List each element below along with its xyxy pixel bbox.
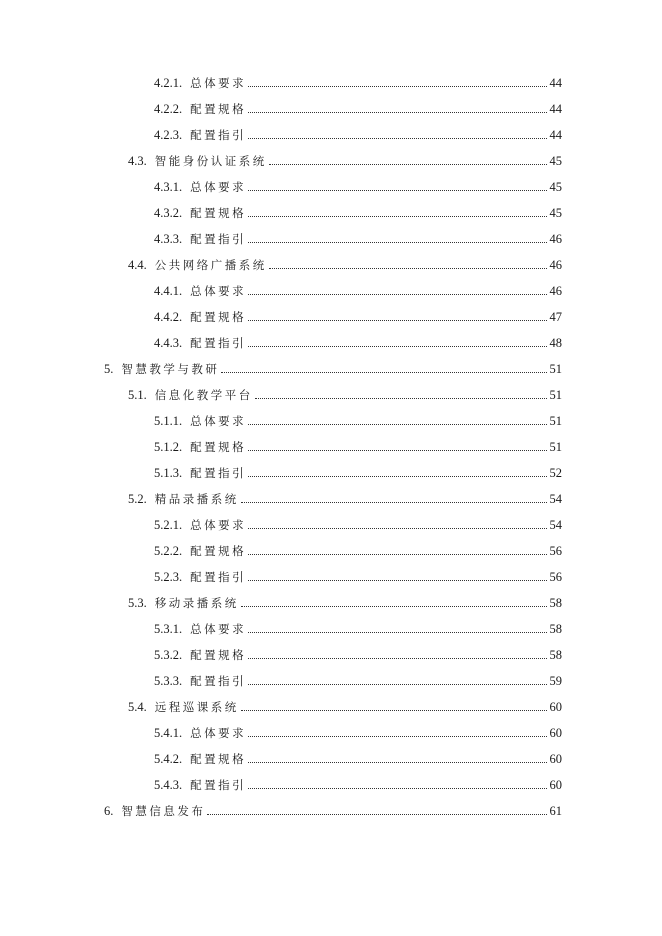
toc-page-number: 58	[549, 648, 562, 662]
toc-section-title: 精品录播系统	[154, 492, 239, 506]
toc-section-number: 5.2.2.	[154, 544, 183, 558]
toc-entry[interactable]	[154, 619, 562, 639]
toc-entry[interactable]	[128, 489, 562, 509]
toc-section-number: 5.1.3.	[154, 466, 183, 480]
toc-dot-leader	[248, 293, 546, 295]
toc-section-number: 5.4.2.	[154, 752, 183, 766]
toc-section-number: 5.3.2.	[154, 648, 183, 662]
toc-section-title: 配置规格	[190, 648, 247, 662]
toc-dot-leader	[248, 449, 546, 451]
toc-page-number: 59	[549, 674, 562, 688]
toc-entry[interactable]	[154, 645, 562, 665]
toc-section-number: 5.1.2.	[154, 440, 183, 454]
toc-section-number: 5.	[104, 362, 114, 376]
toc-entry[interactable]	[154, 567, 562, 587]
toc-dot-leader	[248, 137, 546, 139]
toc-page-number: 46	[549, 232, 562, 246]
toc-section-number: 4.3.	[128, 154, 147, 168]
toc-dot-leader	[248, 735, 546, 737]
toc-entry[interactable]	[154, 541, 562, 561]
toc-section-title: 总体要求	[190, 518, 247, 532]
toc-dot-leader	[207, 813, 546, 815]
toc-entry[interactable]	[154, 515, 562, 535]
toc-page-number: 45	[549, 206, 562, 220]
toc-section-title: 总体要求	[190, 414, 247, 428]
toc-section-number: 4.3.3.	[154, 232, 183, 246]
toc-entry[interactable]	[128, 593, 562, 613]
toc-dot-leader	[248, 423, 546, 425]
toc-section-number: 5.2.3.	[154, 570, 183, 584]
toc-page-number: 58	[549, 622, 562, 636]
toc-entry[interactable]	[154, 203, 562, 223]
toc-dot-leader	[248, 189, 546, 191]
toc-entry[interactable]	[128, 151, 562, 171]
toc-section-number: 5.4.	[128, 700, 147, 714]
toc-page-number: 54	[549, 492, 562, 506]
toc-section-title: 信息化教学平台	[154, 388, 253, 402]
toc-section-title: 总体要求	[190, 180, 247, 194]
toc-section-number: 5.3.1.	[154, 622, 183, 636]
toc-entry[interactable]	[128, 385, 562, 405]
toc-dot-leader	[248, 85, 546, 87]
toc-section-number: 4.4.	[128, 258, 147, 272]
toc-dot-leader	[241, 605, 547, 607]
toc-entry[interactable]	[154, 333, 562, 353]
toc-dot-leader	[248, 475, 546, 477]
toc-dot-leader	[248, 241, 546, 243]
toc-entry[interactable]	[104, 801, 562, 821]
toc-dot-leader	[248, 215, 546, 217]
toc-section-number: 4.3.2.	[154, 206, 183, 220]
toc-section-number: 5.3.	[128, 596, 147, 610]
toc-section-number: 5.2.	[128, 492, 147, 506]
toc-page-number: 52	[549, 466, 562, 480]
toc-section-number: 5.4.1.	[154, 726, 183, 740]
toc-entry[interactable]	[154, 671, 562, 691]
toc-section-number: 5.2.1.	[154, 518, 183, 532]
toc-entry[interactable]	[154, 229, 562, 249]
toc-entry[interactable]	[154, 177, 562, 197]
toc-section-number: 5.3.3.	[154, 674, 183, 688]
toc-page-number: 51	[549, 388, 562, 402]
toc-dot-leader	[248, 579, 546, 581]
toc-entry[interactable]	[128, 697, 562, 717]
toc-entry[interactable]	[154, 281, 562, 301]
toc-section-number: 5.4.3.	[154, 778, 183, 792]
toc-dot-leader	[241, 501, 547, 503]
toc-section-title: 总体要求	[190, 284, 247, 298]
toc-entry[interactable]	[154, 99, 562, 119]
toc-page-number: 60	[549, 700, 562, 714]
toc-dot-leader	[248, 111, 546, 113]
toc-dot-leader	[248, 657, 546, 659]
toc-section-title: 配置指引	[190, 674, 247, 688]
toc-section-title: 移动录播系统	[154, 596, 239, 610]
toc-dot-leader	[241, 709, 547, 711]
toc-page-number: 60	[549, 726, 562, 740]
toc-dot-leader	[248, 761, 546, 763]
toc-dot-leader	[248, 553, 546, 555]
toc-dot-leader	[248, 345, 546, 347]
toc-page-number: 56	[549, 544, 562, 558]
toc-section-title: 配置规格	[190, 752, 247, 766]
toc-page-number: 44	[549, 102, 562, 116]
toc-section-number: 4.2.1.	[154, 76, 183, 90]
toc-dot-leader	[248, 527, 546, 529]
toc-section-title: 公共网络广播系统	[154, 258, 267, 272]
toc-section-title: 总体要求	[190, 622, 247, 636]
toc-section-number: 4.2.2.	[154, 102, 183, 116]
toc-dot-leader	[255, 397, 547, 399]
toc-entry[interactable]	[154, 463, 562, 483]
toc-section-title: 配置规格	[190, 310, 247, 324]
toc-page-number: 58	[549, 596, 562, 610]
toc-dot-leader	[269, 163, 547, 165]
toc-section-number: 4.4.3.	[154, 336, 183, 350]
toc-section-number: 4.2.3.	[154, 128, 183, 142]
toc-page-number: 51	[549, 440, 562, 454]
toc-section-title: 智慧教学与教研	[121, 362, 220, 376]
toc-dot-leader	[248, 319, 546, 321]
toc-entry[interactable]	[154, 723, 562, 743]
toc-entry[interactable]	[154, 437, 562, 457]
toc-page-number: 61	[549, 804, 562, 818]
toc-entry[interactable]	[154, 73, 562, 93]
toc-page-number: 54	[549, 518, 562, 532]
toc-section-number: 4.3.1.	[154, 180, 183, 194]
toc-entry[interactable]	[154, 775, 562, 795]
toc-page-number: 44	[549, 76, 562, 90]
toc-section-title: 配置指引	[190, 232, 247, 246]
toc-section-title: 配置指引	[190, 778, 247, 792]
toc-section-title: 配置指引	[190, 570, 247, 584]
toc-section-number: 4.4.2.	[154, 310, 183, 324]
toc-page-number: 46	[549, 258, 562, 272]
toc-page-number: 48	[549, 336, 562, 350]
toc-section-title: 配置规格	[190, 206, 247, 220]
toc-dot-leader	[248, 631, 546, 633]
toc-dot-leader	[221, 371, 546, 373]
toc-page-number: 56	[549, 570, 562, 584]
toc-section-title: 总体要求	[190, 76, 247, 90]
toc-entry[interactable]	[154, 411, 562, 431]
toc-entry[interactable]	[154, 125, 562, 145]
toc-page-number: 60	[549, 778, 562, 792]
toc-dot-leader	[248, 787, 546, 789]
toc-section-title: 智能身份认证系统	[154, 154, 267, 168]
toc-page-number: 44	[549, 128, 562, 142]
toc-page-number: 47	[549, 310, 562, 324]
toc-dot-leader	[269, 267, 547, 269]
toc-section-number: 5.1.1.	[154, 414, 183, 428]
toc-section-number: 6.	[104, 804, 114, 818]
toc-entry[interactable]	[104, 359, 562, 379]
toc-page-number: 60	[549, 752, 562, 766]
toc-entry[interactable]	[154, 307, 562, 327]
toc-section-title: 配置指引	[190, 336, 247, 350]
toc-section-title: 配置指引	[190, 466, 247, 480]
toc-section-title: 智慧信息发布	[121, 804, 206, 818]
toc-section-title: 配置指引	[190, 128, 247, 142]
toc-section-title: 配置规格	[190, 102, 247, 116]
toc-section-number: 5.1.	[128, 388, 147, 402]
toc-entry[interactable]	[154, 749, 562, 769]
toc-section-number: 4.4.1.	[154, 284, 183, 298]
toc-page-number: 51	[549, 414, 562, 428]
toc-page-number: 46	[549, 284, 562, 298]
toc-page-number: 45	[549, 180, 562, 194]
toc-section-title: 总体要求	[190, 726, 247, 740]
toc-dot-leader	[248, 683, 546, 685]
toc-entry[interactable]	[128, 255, 562, 275]
toc-page-number: 45	[549, 154, 562, 168]
toc-section-title: 远程巡课系统	[154, 700, 239, 714]
toc-section-title: 配置规格	[190, 544, 247, 558]
toc-page-number: 51	[549, 362, 562, 376]
toc-section-title: 配置规格	[190, 440, 247, 454]
